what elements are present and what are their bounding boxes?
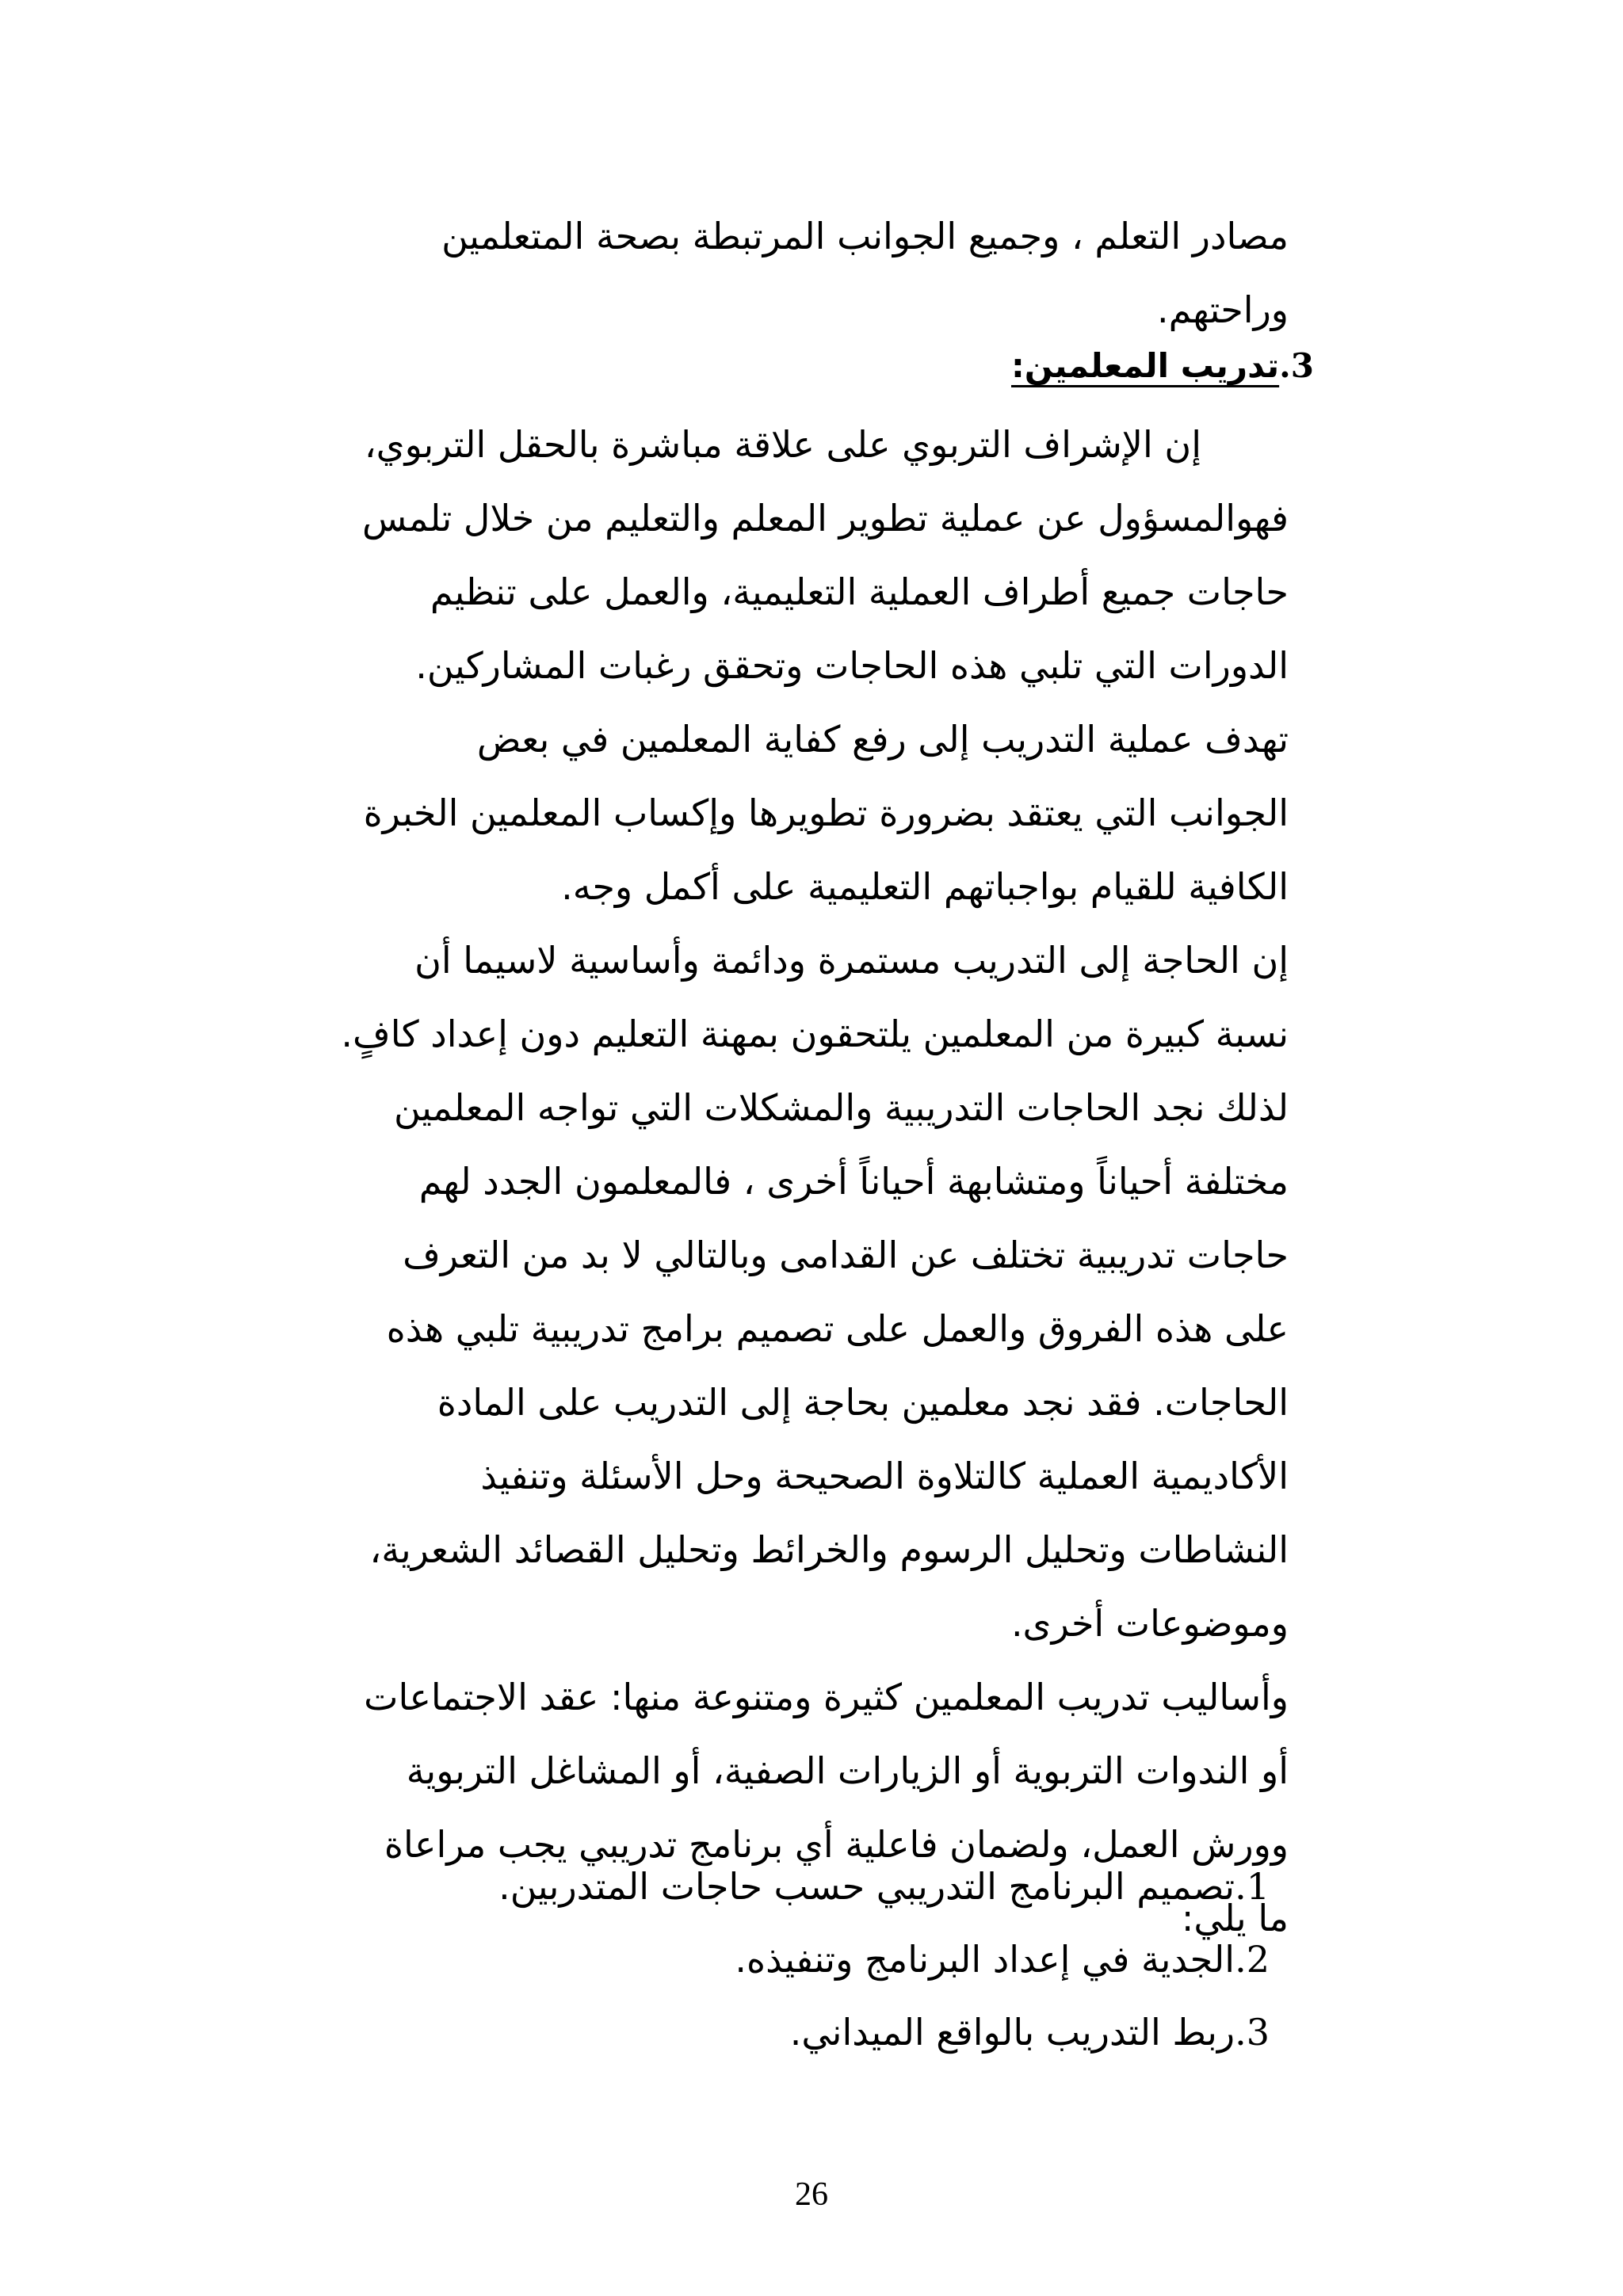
section-heading (1011, 342, 1314, 390)
text-line: لذلك نجد الحاجات التدريبية والمشكلات التي تواجه المعلمين (393, 1086, 1289, 1129)
text-line: الأكاديمية العملية كالتلاوة الصحيحة وحل الأسئلة وتنفيذ (480, 1455, 1289, 1497)
text-line: أو الندوات التربوية أو الزيارات الصفية، أو المشاغل التربوية (406, 1749, 1289, 1792)
text-line: وورش العمل، ولضمان فاعلية أي برنامج تدريبي يجب مراعاة (384, 1823, 1289, 1866)
text-line: حاجات جميع أطراف العملية التعليمية، والعمل على تنظيم (430, 570, 1289, 613)
text-line: الحاجات. فقد نجد معلمين بحاجة إلى التدريب على المادة (437, 1381, 1289, 1424)
list-item-text: تصميم البرنامج التدريبي حسب حاجات المتدربين. (498, 1865, 1235, 1908)
list-item-text: ربط التدريب بالواقع الميداني. (789, 2011, 1235, 2054)
list-item-number: 2. (1235, 1938, 1270, 1981)
text-line: الكافية للقيام بواجباتهم التعليمية على أكمل وجه. (561, 865, 1289, 908)
numbered-list (498, 1850, 1270, 2069)
text-line: إن الإشراف التربوي على علاقة مباشرة بالحقل التربوي، (364, 423, 1201, 466)
text-line: مصادر التعلم ، وجميع الجوانب المرتبطة بصحة المتعلمين (441, 215, 1289, 257)
text-line: وراحتهم. (1157, 288, 1289, 331)
text-line: الدورات التي تلبي هذه الحاجات وتحقق رغبات المشاركين. (415, 644, 1289, 687)
heading-title: تدريب المعلمين: (1011, 346, 1280, 385)
text-line: فهوالمسؤول عن عملية تطوير المعلم والتعليم من خلال تلمس (362, 497, 1289, 540)
list-item (498, 1996, 1270, 2069)
text-line: النشاطات وتحليل الرسوم والخرائط وتحليل القصائد الشعرية، (369, 1528, 1289, 1571)
page-number: 26 (795, 2176, 828, 2213)
body-text (235, 408, 1289, 1955)
text-line: نسبة كبيرة من المعلمين يلتحقون بمهنة التعليم دون إعداد كافٍ. (341, 1013, 1289, 1055)
top-paragraph (235, 200, 1289, 347)
heading-number: 3. (1279, 346, 1314, 385)
list-item (498, 1923, 1270, 1996)
list-item-number: 1. (1235, 1865, 1270, 1908)
text-line: على هذه الفروق والعمل على تصميم برامج تدريبية تلبي هذه (386, 1307, 1289, 1350)
text-line: تهدف عملية التدريب إلى رفع كفاية المعلمين في بعض (476, 718, 1289, 761)
text-line: الجوانب التي يعتقد بضرورة تطويرها وإكساب المعلمين الخبرة (363, 791, 1289, 834)
text-line: وأساليب تدريب المعلمين كثيرة ومتنوعة منها: عقد الاجتماعات (364, 1676, 1289, 1718)
text-line: إن الحاجة إلى التدريب مستمرة ودائمة وأساسية لاسيما أن (414, 939, 1289, 982)
list-item-text: الجدية في إعداد البرنامج وتنفيذه. (735, 1938, 1235, 1981)
list-item (498, 1850, 1270, 1923)
text-line: مختلفة أحياناً ومتشابهة أحياناً أخرى ، فالمعلمون الجدد لهم (418, 1160, 1289, 1203)
text-line: حاجات تدريبية تختلف عن القدامى وبالتالي لا بد من التعرف (403, 1234, 1289, 1276)
text-line: وموضوعات أخرى. (1010, 1602, 1289, 1645)
list-item-number: 3. (1235, 2011, 1270, 2054)
text-line: ما يلي: (1181, 1897, 1289, 1939)
